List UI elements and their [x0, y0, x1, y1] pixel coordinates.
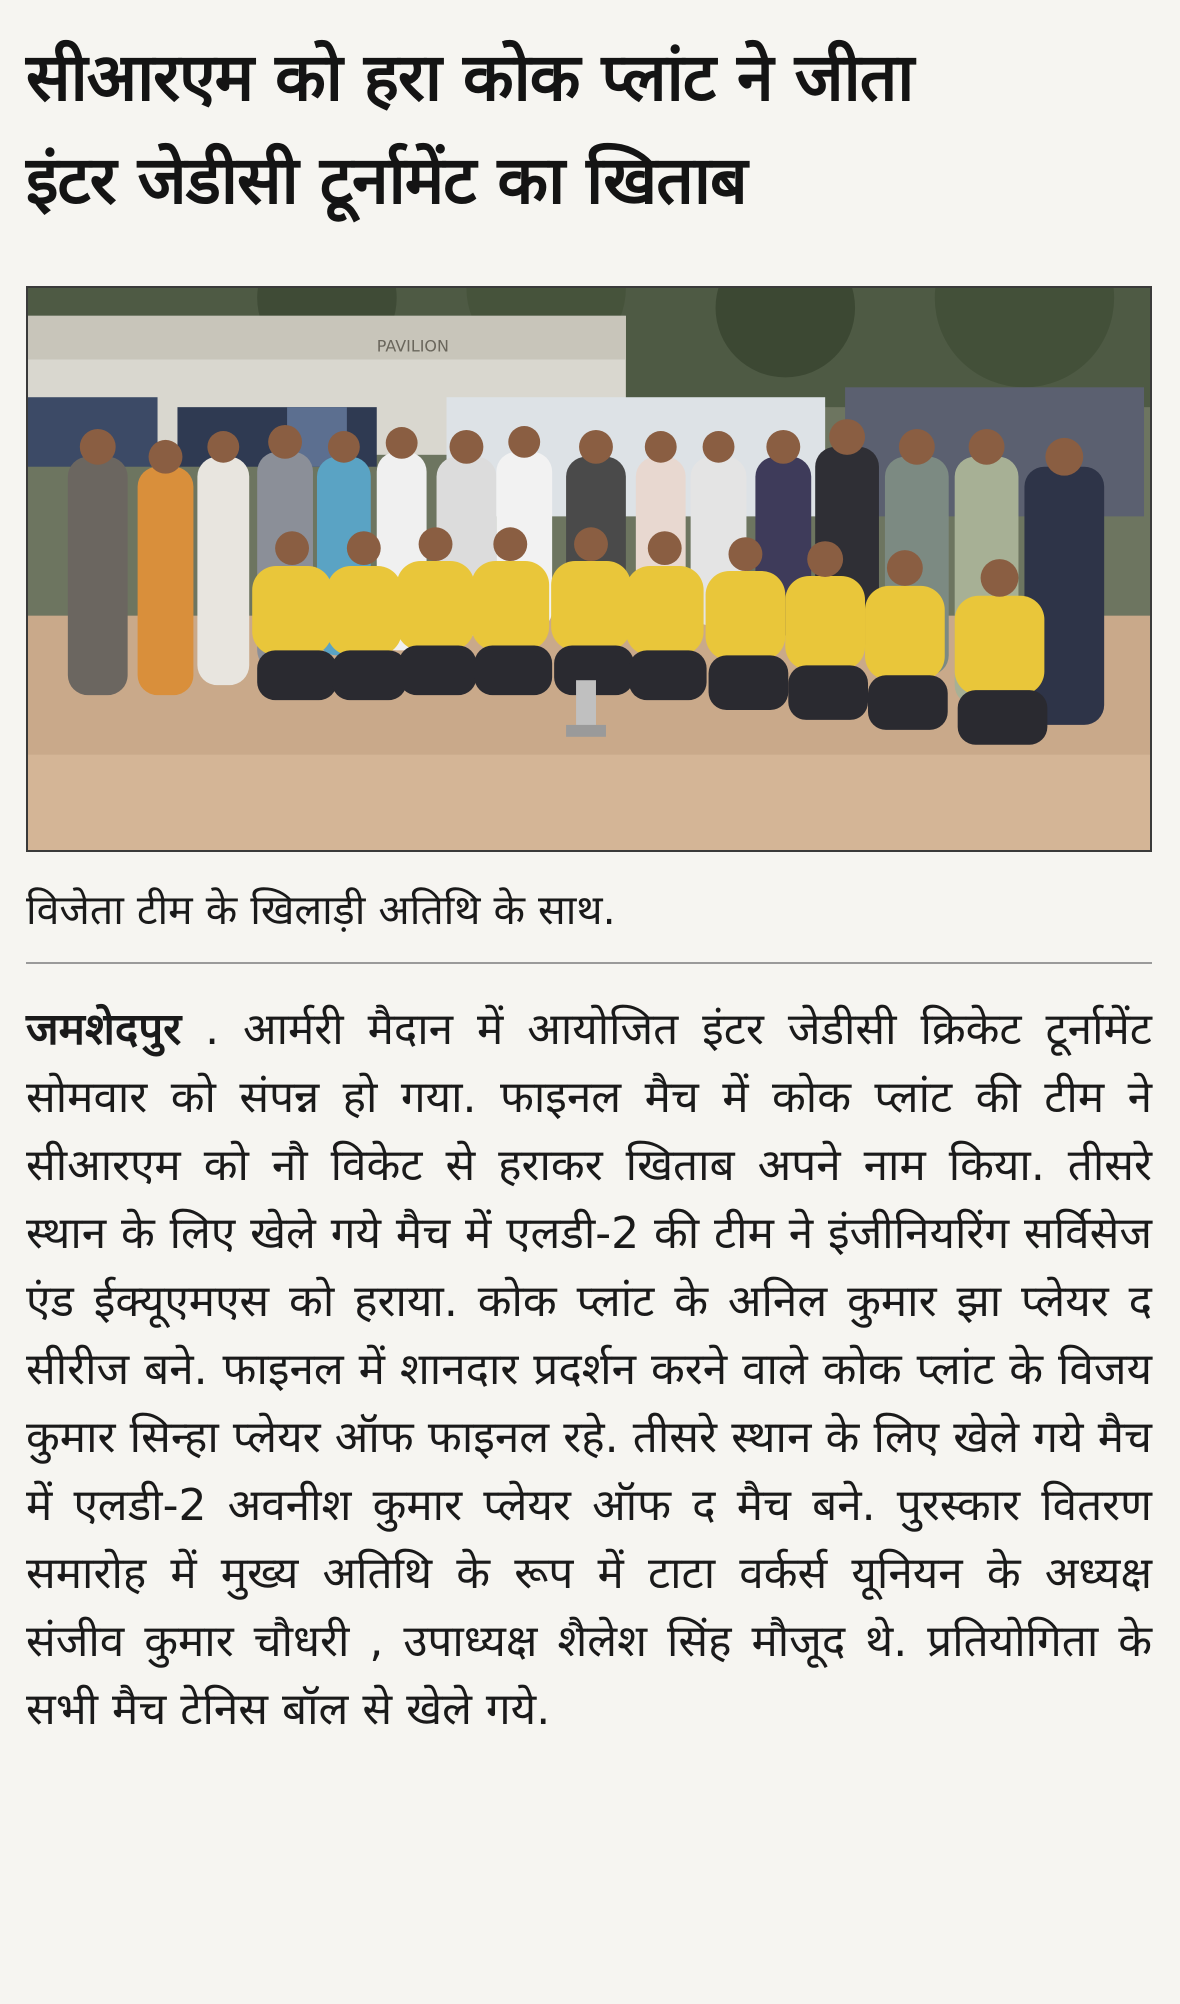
article-body [26, 996, 1152, 1744]
photo-caption: विजेता टीम के खिलाड़ी अतिथि के साथ. [26, 886, 616, 934]
headline [26, 26, 1156, 232]
headline-line-2: इंटर जेडीसी टूर्नामेंट का खिताब [26, 142, 747, 219]
pavilion-sign: PAVILION [376, 336, 449, 356]
team-photo [26, 286, 1152, 852]
headline-line-1: सीआरएम को हरा कोक प्लांट ने जीता [26, 39, 914, 116]
dateline: जमशेदपुर [26, 1004, 182, 1055]
article-text: आर्मरी मैदान में आयोजित इंटर जेडीसी क्रिकेट टूर्नामेंट सोमवार को संपन्न हो गया. फाइनल मैच में कोक प्लांट की टीम ने सीआरएम को नौ विकेट से हराकर खिताब अपने नाम किया. तीसरे स्थान के लिए खेले गये मैच में एलडी-2 की टीम ने इंजीनियरिंग सर्विसेज एंड ईक्यूएमएस को हराया. कोक प्लांट के अनिल कुमार झा प्लेयर द सीरीज बने. फाइनल में शानदार प्रदर्शन करने वाले कोक प्लांट के विजय कुमार सिन्हा प्लेयर ऑफ फाइनल रहे. तीसरे स्थान के लिए खेले गये मैच में एलडी-2 अवनीश कुमार प्लेयर ऑफ द मैच बने. पुरस्कार वितरण समारोह में मुख्य अतिथि के रूप में टाटा वर्कर्स यूनियन के अध्यक्ष संजीव कुमार चौधरी , उपाध्यक्ष शैलेश सिंह मौजूद थे. प्रतियोगिता के सभी मैच टेनिस बॉल से खेले गये. [26, 1004, 1152, 1735]
group-photo-illustration [28, 288, 1150, 850]
divider [26, 962, 1152, 964]
dateline-separator: . [181, 1004, 244, 1055]
